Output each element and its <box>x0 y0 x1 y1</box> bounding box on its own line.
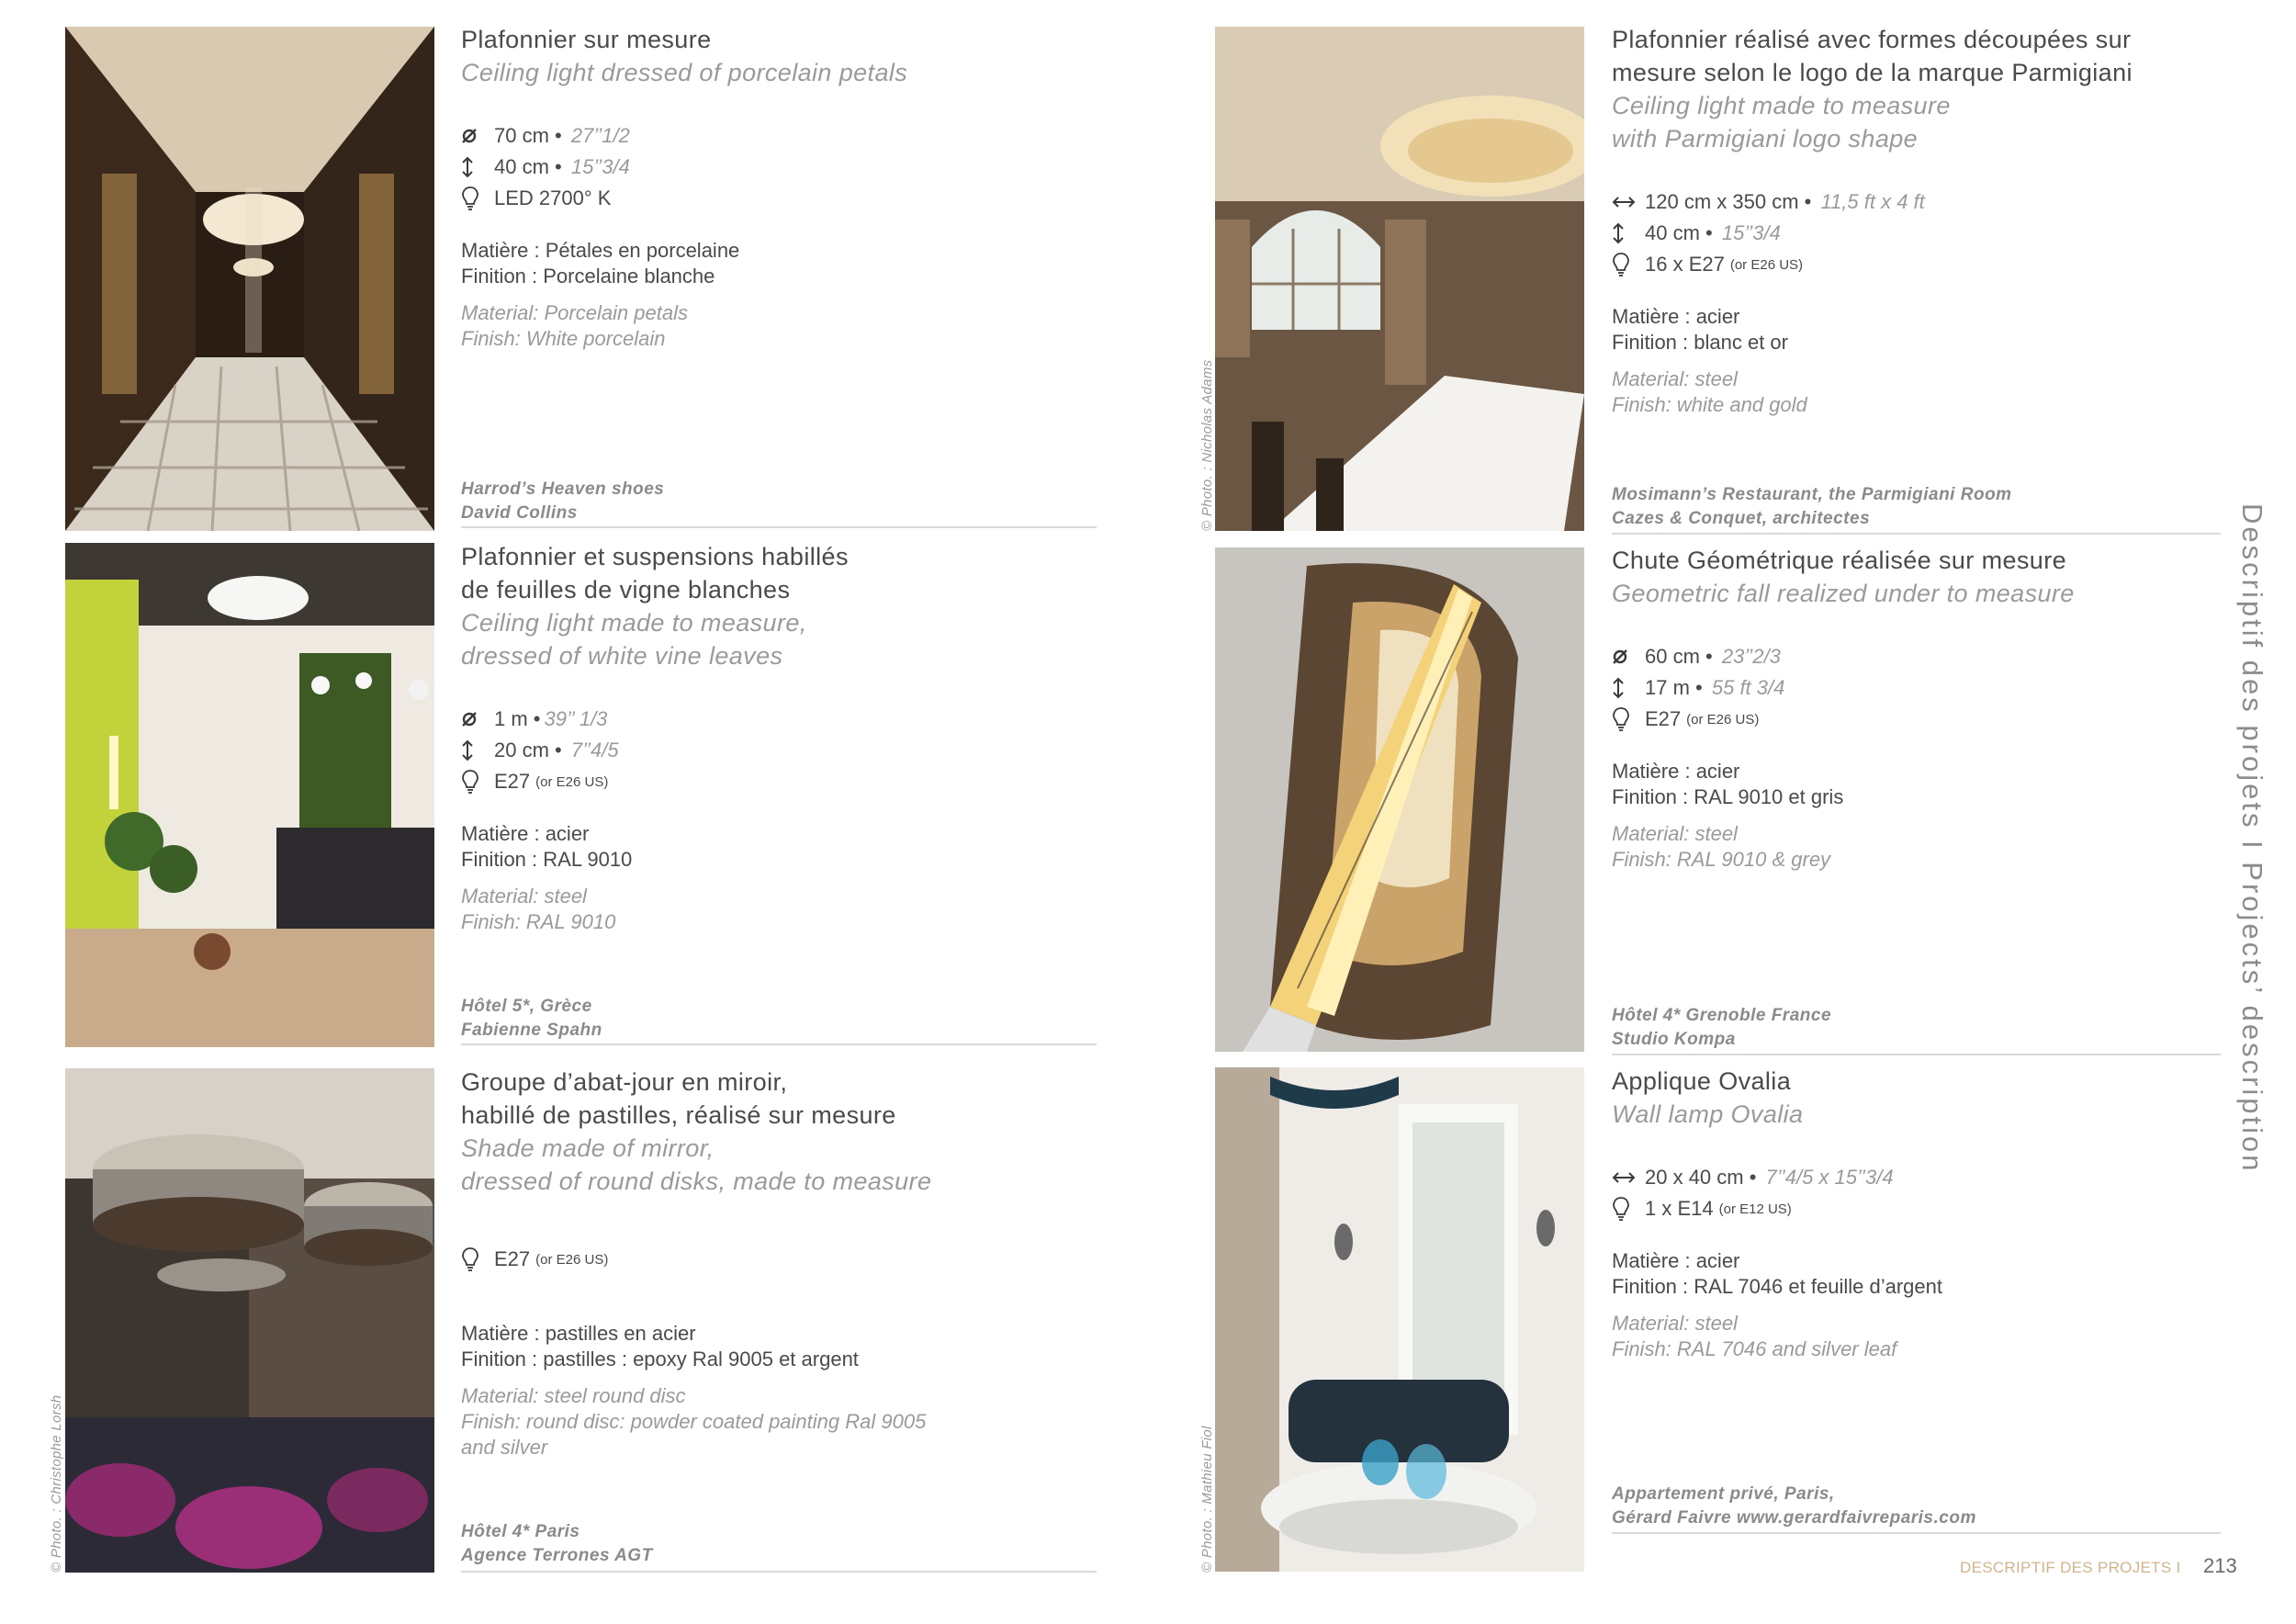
material-line: Matière : acier <box>1612 305 1740 328</box>
spec-note: (or E12 US) <box>1718 1201 1792 1217</box>
credit-place: Appartement privé, Paris, <box>1612 1484 1835 1504</box>
material-line: Material: steel <box>461 885 587 908</box>
material-fr <box>1612 304 2181 355</box>
project-3 <box>461 1066 1122 1460</box>
project-title: Applique Ovalia <box>1612 1067 1792 1095</box>
project-title: Plafonnier et suspensions habillés <box>461 543 849 570</box>
spec-value: 60 cm • <box>1645 645 1713 668</box>
material-line: Material: steel <box>1612 1312 1738 1335</box>
finish-line: Finition : RAL 9010 et gris <box>1612 785 1844 808</box>
material-fr <box>461 238 1095 289</box>
spec-list <box>1612 186 2181 280</box>
spec-value: 16 x E27 <box>1645 253 1725 276</box>
bulb-icon <box>1612 1196 1645 1222</box>
credit-place: Mosimann’s Restaurant, the Parmigiani Room <box>1612 485 2012 504</box>
spec-list <box>461 1244 1122 1275</box>
project-credit <box>461 1520 653 1568</box>
project-photo-restaurant <box>1215 27 1584 531</box>
finish-line: Finition : RAL 9010 <box>461 848 633 871</box>
project-subtitle: Ceiling light dressed of porcelain petals <box>461 59 908 86</box>
spec-bulb <box>461 1244 1122 1275</box>
spec-list <box>1612 641 2181 735</box>
project-title: Plafonnier réalisé avec formes découpées sur <box>1612 26 2132 53</box>
divider <box>1612 533 2221 535</box>
spec-value: 40 cm • <box>1645 221 1713 244</box>
project-title-line-2: de feuilles de vigne blanches <box>461 576 791 603</box>
project-photo-corridor <box>65 27 434 531</box>
spec-list <box>1612 1162 2181 1224</box>
spec-height <box>461 152 1095 183</box>
bulb-icon <box>1612 252 1645 277</box>
spec-value: 17 m • <box>1645 676 1703 699</box>
project-credit <box>1612 1483 1976 1530</box>
project-4 <box>1612 23 2181 418</box>
spec-bulb <box>1612 249 2181 280</box>
project-subtitle-line-2: with Parmigiani logo shape <box>1612 125 1919 152</box>
photo-credit-christophe-lorsh: © Photo. : Christophe Lorsh <box>49 1394 64 1573</box>
project-credit <box>1612 1004 1831 1052</box>
material-en <box>1612 821 2181 873</box>
spec-diameter <box>461 704 1095 735</box>
finish-line: Finish: RAL 9010 & grey <box>1612 848 1831 871</box>
divider <box>1612 1054 2221 1055</box>
finish-line-2: and silver <box>461 1436 548 1459</box>
spec-list <box>461 120 1095 214</box>
diameter-icon <box>1612 648 1645 665</box>
material-fr <box>1612 759 2181 810</box>
spec-height <box>1612 672 2181 704</box>
spec-value: 40 cm • <box>494 155 562 178</box>
material-line: Material: steel <box>1612 367 1738 390</box>
page-number: 213 <box>2203 1554 2237 1577</box>
project-subtitle-line-2: dressed of round disks, made to measure <box>461 1167 932 1195</box>
finish-line: Finition : pastilles : epoxy Ral 9005 et argent <box>461 1348 859 1370</box>
project-subtitle-line-2: dressed of white vine leaves <box>461 642 783 670</box>
spec-bulb <box>461 766 1095 797</box>
project-6 <box>1612 1065 2181 1362</box>
spec-note: (or E26 US) <box>1686 711 1760 727</box>
credit-designer: Cazes & Conquet, architectes <box>1612 509 1871 528</box>
material-line: Material: steel <box>1612 822 1738 845</box>
finish-line: Finish: round disc: powder coated painting Ral 9005 <box>461 1410 927 1433</box>
bulb-icon <box>461 186 494 211</box>
credit-place: Hôtel 4* Grenoble France <box>1612 1006 1832 1025</box>
project-subtitle: Ceiling light made to measure, <box>461 609 807 637</box>
material-line: Matière : acier <box>461 822 590 845</box>
spec-diameter <box>1612 641 2181 672</box>
spec-value: E27 <box>494 1247 531 1270</box>
height-icon <box>1612 222 1645 244</box>
finish-line: Finish: RAL 7046 and silver leaf <box>1612 1337 1897 1360</box>
project-photo-stairwell <box>1215 547 1584 1052</box>
project-subtitle: Shade made of mirror, <box>461 1134 715 1162</box>
material-line: Matière : acier <box>1612 1249 1740 1272</box>
spec-bulb <box>1612 704 2181 735</box>
spec-height <box>461 735 1095 766</box>
spec-value-imperial: 27’’1/2 <box>570 124 630 147</box>
spec-list <box>461 704 1095 797</box>
material-line: Matière : acier <box>1612 760 1740 783</box>
project-subtitle: Geometric fall realized under to measure <box>1612 580 2075 607</box>
project-2 <box>461 540 1095 935</box>
divider <box>1612 1532 2221 1534</box>
material-line: Material: steel round disc <box>461 1384 686 1407</box>
finish-line: Finition : RAL 7046 et feuille d’argent <box>1612 1275 1942 1298</box>
spec-note: (or E26 US) <box>1729 256 1804 273</box>
spec-value-imperial: 7’’4/5 x 15’’3/4 <box>1765 1166 1894 1189</box>
width-icon <box>1612 196 1645 209</box>
credit-designer: Studio Kompa <box>1612 1030 1736 1049</box>
spec-value-imperial: 23’’2/3 <box>1721 645 1781 668</box>
project-credit <box>1612 483 2012 531</box>
spec-note: (or E26 US) <box>535 1251 609 1268</box>
material-line: Material: Porcelain petals <box>461 301 689 324</box>
spec-diameter <box>461 120 1095 152</box>
project-1 <box>461 23 1095 352</box>
spec-value: 1 m • <box>494 707 541 730</box>
finish-line: Finish: white and gold <box>1612 393 1807 416</box>
project-credit <box>461 995 602 1043</box>
project-subtitle: Ceiling light made to measure <box>1612 92 1951 119</box>
project-subtitle: Wall lamp Ovalia <box>1612 1100 1804 1128</box>
credit-place: Harrod’s Heaven shoes <box>461 479 665 499</box>
material-en <box>1612 1311 2181 1362</box>
material-fr <box>1612 1248 2181 1300</box>
project-title: Chute Géométrique réalisée sur mesure <box>1612 547 2067 574</box>
bulb-icon <box>461 769 494 795</box>
photo-credit-nicholas-adams: © Photo. : Nicholas Adams <box>1199 359 1215 531</box>
spec-value-imperial: 11,5 ft x 4 ft <box>1820 190 1925 213</box>
project-photo-lobby <box>65 543 434 1047</box>
project-credit <box>461 478 664 525</box>
credit-designer: Gérard Faivre www.gerardfaivreparis.com <box>1612 1508 1976 1528</box>
spec-value-imperial: 55 ft 3/4 <box>1711 676 1785 699</box>
spec-bulb <box>1612 1193 2181 1224</box>
project-photo-living-room <box>1215 1067 1584 1572</box>
spec-value-imperial: 7’’4/5 <box>570 739 619 761</box>
footer-section-label: DESCRIPTIF DES PROJETS I <box>1960 1559 2181 1576</box>
project-title: Groupe d’abat-jour en miroir, <box>461 1068 788 1096</box>
spec-value: 20 cm • <box>494 739 562 761</box>
material-en <box>461 1383 1122 1460</box>
material-fr <box>461 1321 1122 1372</box>
divider <box>461 1571 1097 1573</box>
spec-value: 20 x 40 cm • <box>1645 1166 1757 1189</box>
diameter-icon <box>461 128 494 144</box>
bulb-icon <box>461 1246 494 1272</box>
project-title-line-2: habillé de pastilles, réalisé sur mesure <box>461 1101 896 1129</box>
spec-value: E27 <box>494 770 531 793</box>
project-photo-mirror-shades <box>65 1068 434 1573</box>
spec-bulb <box>461 183 1095 214</box>
spec-value-imperial: 15’’3/4 <box>1721 221 1781 244</box>
material-line: Matière : pastilles en acier <box>461 1322 696 1345</box>
spec-width <box>1612 1162 2181 1193</box>
finish-line: Finition : Porcelaine blanche <box>461 265 715 288</box>
project-title-line-2: mesure selon le logo de la marque Parmigiani <box>1612 59 2133 86</box>
spec-value: 1 x E14 <box>1645 1197 1714 1220</box>
material-line: Matière : Pétales en porcelaine <box>461 239 740 262</box>
photo-credit-mathieu-fiol: © Photo. : Mathieu Fiol <box>1199 1426 1215 1573</box>
height-icon <box>461 156 494 178</box>
section-side-title: Descriptif des projets I Projects’ description <box>2236 503 2268 1174</box>
material-en <box>461 300 1095 352</box>
credit-place: Hôtel 5*, Grèce <box>461 997 592 1016</box>
divider <box>461 1043 1097 1045</box>
bulb-icon <box>1612 706 1645 732</box>
height-icon <box>1612 677 1645 699</box>
credit-designer: Fabienne Spahn <box>461 1021 602 1040</box>
spec-value: 70 cm • <box>494 124 562 147</box>
project-5 <box>1612 544 2181 873</box>
spec-value-imperial: 15’’3/4 <box>570 155 630 178</box>
finish-line: Finish: RAL 9010 <box>461 910 616 933</box>
spec-height <box>1612 218 2181 249</box>
project-title: Plafonnier sur mesure <box>461 26 712 53</box>
width-icon <box>1612 1171 1645 1184</box>
finish-line: Finition : blanc et or <box>1612 331 1788 354</box>
diameter-icon <box>461 711 494 727</box>
material-fr <box>461 821 1095 873</box>
height-icon <box>461 739 494 761</box>
credit-place: Hôtel 4* Paris <box>461 1522 580 1541</box>
spec-value: 120 cm x 350 cm • <box>1645 190 1812 213</box>
material-en <box>1612 367 2181 418</box>
credit-designer: David Collins <box>461 503 578 523</box>
spec-value-imperial: 39’’ 1/3 <box>544 707 608 730</box>
divider <box>461 526 1097 528</box>
spec-value: E27 <box>1645 707 1682 730</box>
spec-value: LED 2700° K <box>494 186 612 209</box>
credit-designer: Agence Terrones AGT <box>461 1546 653 1565</box>
finish-line: Finish: White porcelain <box>461 327 666 350</box>
material-en <box>461 884 1095 935</box>
spec-note: (or E26 US) <box>535 773 609 790</box>
spec-width <box>1612 186 2181 218</box>
